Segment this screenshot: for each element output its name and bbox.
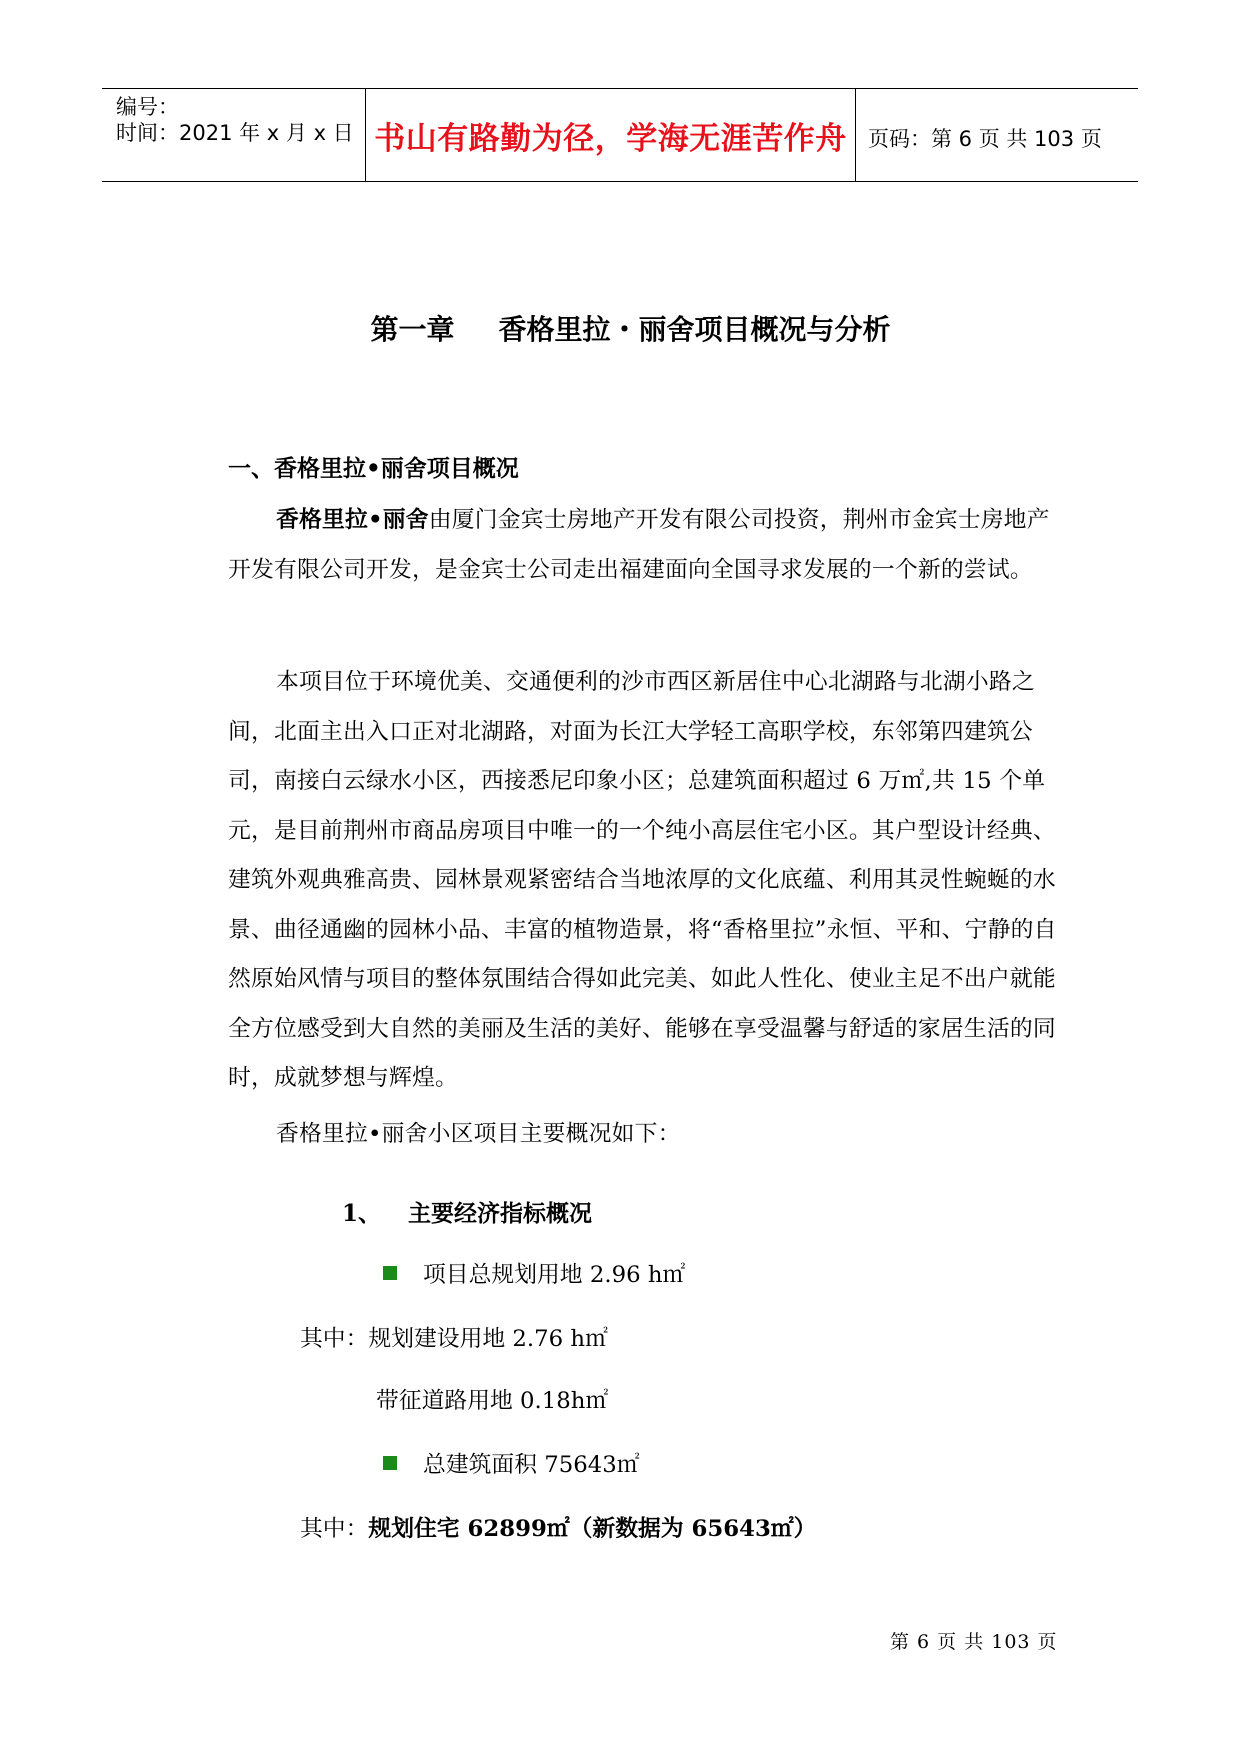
paragraph-summary-intro: 香格里拉•丽舍小区项目主要概况如下： (276, 1121, 681, 1147)
indicator-total-floor-area (383, 1446, 640, 1479)
indicator-text: 总建筑面积 75643㎡ (423, 1452, 640, 1478)
square-bullet-icon (383, 1266, 397, 1280)
chapter-title (0, 308, 1241, 348)
number-label: 编号： (116, 95, 179, 119)
intro-text: 由厦门金宾士房地产开发有限公司投资，荆州市金宾士房地产开发有限公司开发，是金宾士公司走出福建面向全国寻求发展的一个新的尝试。 (228, 507, 1050, 583)
square-bullet-icon (383, 1456, 397, 1470)
paragraph-location: 本项目位于环境优美、交通便利的沙市西区新居住中心北湖路与北湖小路之间，北面主出入口正对北湖路，对面为长江大学轻工高职学校，东邻第四建筑公司，南接白云绿水小区，西接悉尼印象小区；总建筑面积超过 6 万㎡,共 15 个单元，是目前荆州市商品房项目中唯一的一个纯小高层住宅小区。其户型设计经典、建筑外观典雅高贵、园林景观紧密结合当地浓厚的文化底蕴、利用其灵性蜿蜒的水景、曲径通幽的园林小品、丰富的植物造景，将“香格里拉”永恒、平和、宁静的自然原始风情与项目的整体氛围结合得如此完美、如此人性化、使业主足不出户就能全方位感受到大自然的美丽及生活的美好、能够在享受温馨与舒适的家居生活的同时，成就梦想与辉煌。 (228, 669, 1057, 1091)
chapter-name: 香格里拉・丽舍项目概况与分析 (498, 313, 891, 346)
subsection-number: 1、 (342, 1200, 382, 1227)
header-motto-cell (366, 89, 856, 181)
section-heading: 一、香格里拉•丽舍项目概况 (228, 455, 519, 482)
project-name: 香格里拉•丽舍 (276, 507, 429, 533)
indicator-prefix: 其中： (300, 1516, 369, 1542)
indicator-total-land (383, 1256, 685, 1289)
header-page-info: 页码：第 6 页 共 103 页 (868, 127, 1102, 151)
indicator-construction-land: 其中：规划建设用地 2.76 h㎡ (300, 1326, 608, 1352)
chapter-number: 第一章 (370, 313, 455, 346)
header-info-cell (102, 89, 366, 181)
indicator-residential-area (300, 1510, 816, 1543)
indicator-road-land: 带征道路用地 0.18h㎡ (376, 1388, 609, 1414)
indicator-bold-text: 规划住宅 62899㎡（新数据为 65643㎡） (368, 1516, 817, 1542)
subsection-heading (342, 1195, 592, 1228)
header-page-cell (856, 89, 1138, 181)
motto-text: 书山有路勤为径，学海无涯苦作舟 (374, 121, 847, 157)
paragraph-intro (228, 496, 1058, 595)
footer-page-number: 第 6 页 共 103 页 (890, 1631, 1058, 1653)
subsection-title: 主要经济指标概况 (408, 1200, 592, 1227)
page-header (102, 88, 1138, 182)
time-label: 时间：2021 年 x 月 x 日 (116, 121, 354, 145)
indicator-text: 项目总规划用地 2.96 h㎡ (423, 1262, 686, 1288)
